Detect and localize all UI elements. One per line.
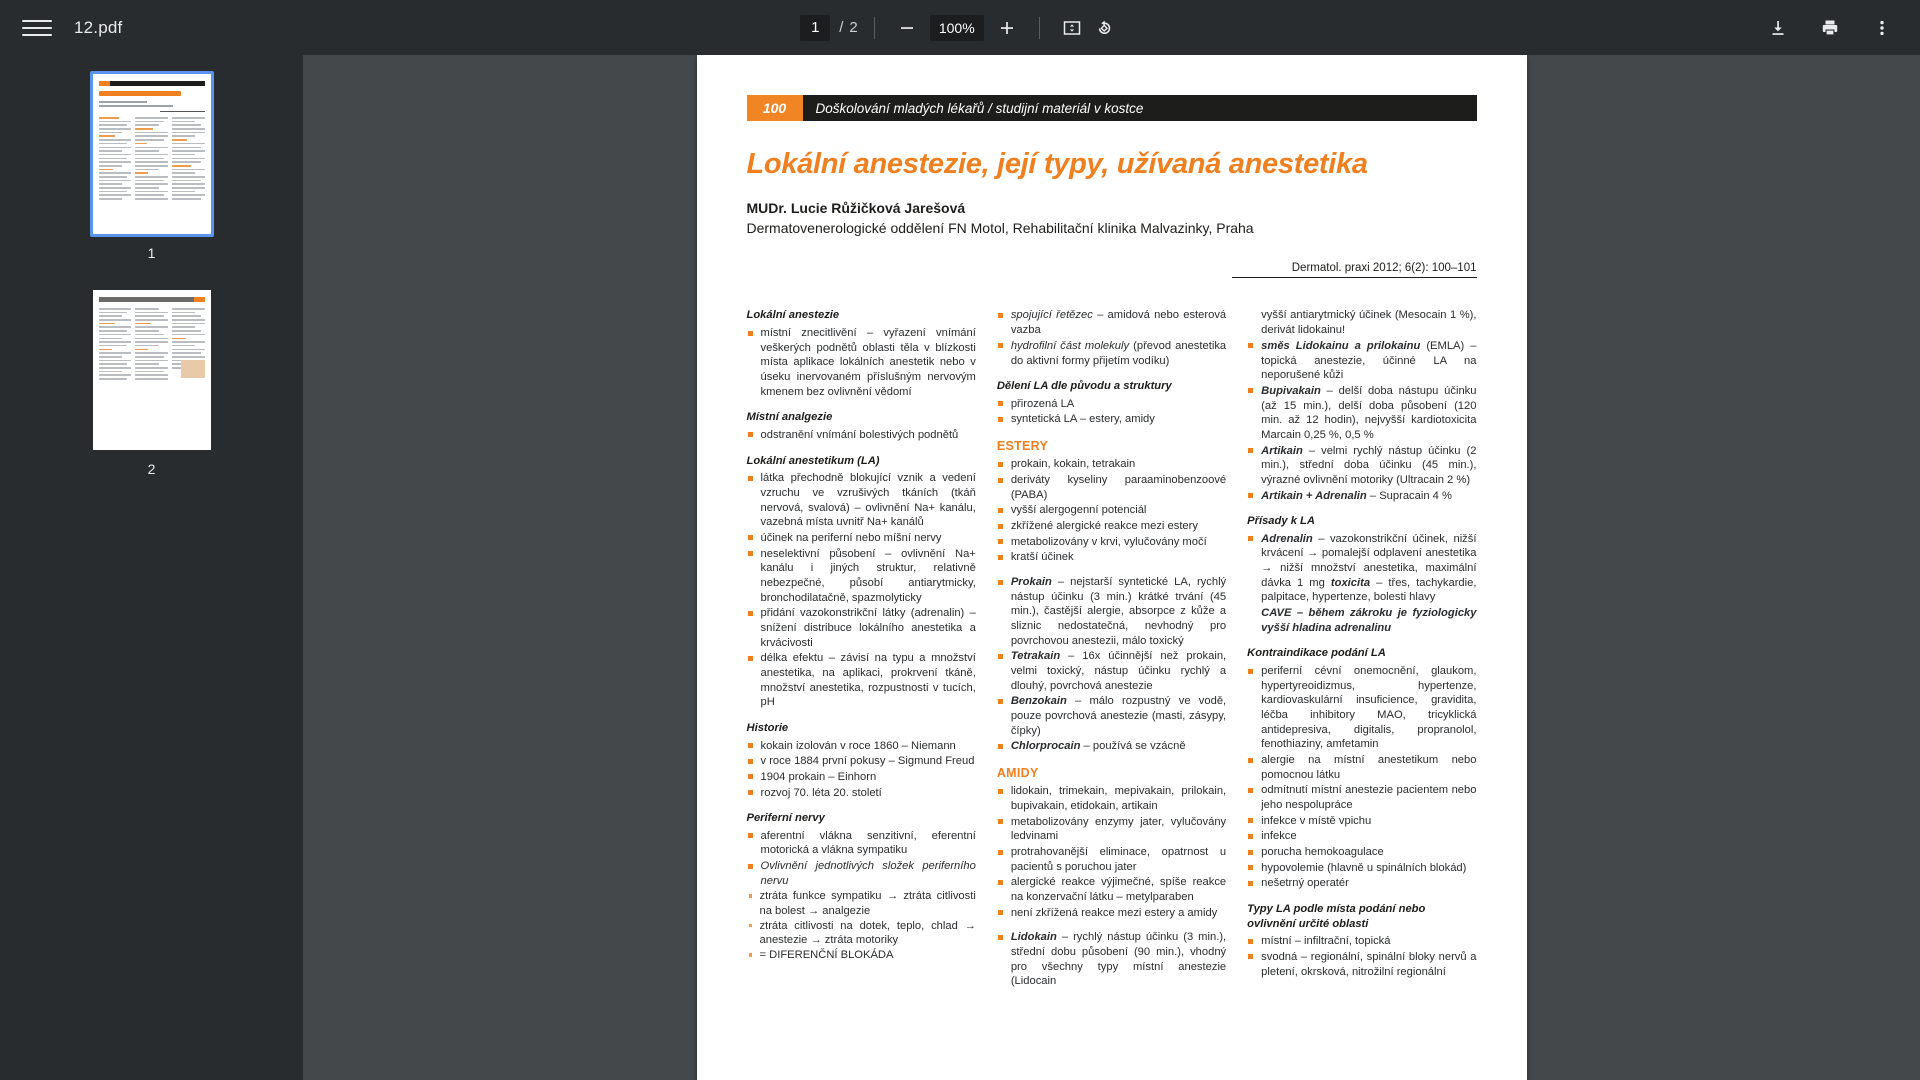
drug-description: – málo rozpustný ve vodě, pouze povrchová anestezie (masti, zásypy, čípky) bbox=[1010, 695, 1227, 737]
section-heading: Místní analgezie bbox=[746, 411, 833, 424]
drug-item bbox=[1247, 384, 1476, 443]
list-item: alergické reakce výjimečné, spíše reakce na konzervační látku – metylparaben bbox=[997, 875, 1226, 904]
term-description: (převod anestetika do aktivní formy přijetím vodíku) bbox=[1010, 339, 1227, 367]
toolbar-right-group bbox=[1762, 12, 1920, 44]
pdf-viewer[interactable] bbox=[303, 55, 1920, 1080]
bullet-list bbox=[997, 308, 1226, 368]
download-button[interactable] bbox=[1762, 12, 1794, 44]
list-item: látka přechodně blokující vznik a vedení vzruchu ve vzrušivých tkáních (tkáň nervová, svalová) – ovlivnění Na+ kanálu, vazebná místa uvnitř Na+ kanálů bbox=[747, 471, 976, 530]
divider bbox=[874, 17, 875, 39]
document-title: 12.pdf bbox=[74, 17, 123, 37]
thumbnail-item[interactable] bbox=[0, 71, 303, 287]
sub-list-item: ztráta citlivosti na dotek, teplo, chlad → anestezie → ztráta motoriky bbox=[747, 919, 976, 948]
drug-name: Artikain bbox=[1261, 444, 1303, 457]
section-heading: Typy LA podle místa podání nebo ovlivnění určité oblasti bbox=[1247, 903, 1426, 930]
list-item: kratší účinek bbox=[997, 550, 1226, 565]
list-item: zkřížené alergické reakce mezi estery bbox=[997, 519, 1226, 534]
article-columns bbox=[747, 308, 1477, 990]
menu-line bbox=[22, 34, 52, 36]
more-options-icon bbox=[1872, 18, 1892, 38]
zoom-in-button[interactable] bbox=[991, 12, 1023, 44]
page-separator: / bbox=[839, 19, 844, 36]
thumbnail-item[interactable] bbox=[0, 287, 303, 503]
mock-runhead bbox=[99, 297, 205, 302]
page-count: 2 bbox=[849, 19, 858, 36]
drug-description: – 16x účinnější než prokain, velmi toxický, nástup účinku rychlý a dlouhý, povrchová anestezie bbox=[1010, 650, 1227, 692]
bullet-list bbox=[997, 784, 1226, 920]
list-item: porucha hemokoagulace bbox=[1247, 845, 1476, 860]
contraindications-list bbox=[1247, 664, 1476, 891]
mock-affil bbox=[99, 105, 173, 107]
list-item: neselektivní působení – ovlivnění Na+ kanálu i jiných struktur, relativně nebezpečné, působí antiarytmicky, bronchodilatačně, spazmolyticky bbox=[747, 547, 976, 606]
mock-column bbox=[99, 308, 132, 382]
citation-block bbox=[747, 262, 1477, 279]
mock-column bbox=[135, 117, 168, 202]
list-item: nešetrný operatér bbox=[1247, 876, 1476, 891]
running-head-text: Doškolování mladých lékařů / studijní materiál v kostce bbox=[803, 95, 1477, 121]
mock-author-photo bbox=[181, 360, 205, 378]
list-item: místní znecitlivění – vyřazení vnímání veškerých podnětů oblasti těla v blízkosti místa aplikace lokálních anestetik nebo v úseku inervovaném příslušným nervovým kmenem bez ovlivnění vědomí bbox=[747, 326, 976, 399]
drug-item bbox=[997, 575, 1226, 648]
citation-rule bbox=[1232, 277, 1477, 279]
mock-title bbox=[99, 91, 182, 96]
article-column-2 bbox=[997, 308, 1226, 990]
list-item: přidání vazokonstrikční látky (adrenalin) – snížení distribuce lokálního anestetika a krvácivosti bbox=[747, 606, 976, 650]
list-item: místní – infiltrační, topická bbox=[1247, 934, 1476, 949]
bullet-list bbox=[747, 471, 976, 710]
mock-runhead bbox=[99, 81, 205, 86]
drug-item bbox=[1247, 444, 1476, 488]
bullet-list bbox=[1247, 308, 1476, 503]
list-item: účinek na periferní nebo míšní nervy bbox=[747, 531, 976, 546]
article-author: MUDr. Lucie Růžičková Jarešová bbox=[746, 199, 966, 216]
section-heading: Lokální anestezie bbox=[746, 309, 840, 322]
additives-list bbox=[1247, 532, 1476, 636]
drug-list bbox=[997, 575, 1226, 754]
drug-description: – delší doba nástupu účinku (až 15 min.), delší doba působení (120 min. až 12 hodin), nejvyšší kardiotoxicita Marcain 0,25 %, 0,5 % bbox=[1261, 384, 1477, 441]
drug-name: Artikain + Adrenalin bbox=[1261, 489, 1367, 502]
drug-description: – velmi rychlý nástup účinku (2 min.), střední doba účinku (45 min.), výrazné ovlivnění motoriky (Ultracain 2 %) bbox=[1261, 444, 1477, 486]
spacer bbox=[997, 921, 1226, 930]
list-item: lidokain, trimekain, mepivakain, prilokain, bupivakain, etidokain, artikain bbox=[997, 784, 1226, 813]
mock-columns bbox=[99, 117, 205, 202]
article-column-3 bbox=[1247, 308, 1476, 990]
zoom-out-button[interactable] bbox=[891, 12, 923, 44]
additive-item bbox=[1247, 532, 1476, 605]
bullet-list bbox=[747, 739, 976, 801]
emphasis-term: spojující řetězec bbox=[1010, 309, 1093, 322]
drug-name: Benzokain bbox=[1010, 695, 1067, 708]
thumbnail-mock-page-1 bbox=[93, 74, 211, 234]
list-item: alergie na místní anestetikum nebo pomocnou látku bbox=[1247, 753, 1476, 782]
list-item: syntetická LA – estery, amidy bbox=[997, 412, 1226, 427]
list-item: odstranění vnímání bolestivých podnětů bbox=[747, 428, 976, 443]
mock-author bbox=[99, 101, 148, 103]
running-head-page-number: 100 bbox=[747, 95, 803, 121]
list-item: deriváty kyseliny paraaminobenzoové (PABA) bbox=[997, 473, 1226, 502]
thumbnail-mock-page-2 bbox=[93, 290, 211, 450]
minus-icon bbox=[898, 19, 916, 37]
section-heading-amidy: AMIDY bbox=[996, 766, 1039, 781]
list-item: metabolizovány v krvi, vylučovány močí bbox=[997, 535, 1226, 550]
toolbar-center-group bbox=[0, 12, 1920, 44]
pdf-toolbar bbox=[0, 0, 1920, 55]
hamburger-menu-icon[interactable] bbox=[22, 13, 52, 43]
additive-description: – vazokonstrikční účinek, nižší krvácení → pomalejší odplavení anestetika → nižší množství anestetika, maximální dávka 1 mg bbox=[1261, 532, 1477, 589]
drug-item bbox=[997, 930, 1226, 989]
drug-name: směs Lidokainu a prilokainu bbox=[1261, 339, 1421, 352]
list-item: přirozená LA bbox=[997, 397, 1226, 412]
bullet-list bbox=[997, 457, 1226, 565]
toxicity-description: – třes, tachykardie, palpitace, hypertenze, bolesti hlavy bbox=[1261, 576, 1477, 604]
section-heading: Dělení LA dle původu a struktury bbox=[996, 380, 1172, 393]
additive-name: Adrenalin bbox=[1261, 532, 1313, 545]
emphasis-term: hydrofilní část molekuly bbox=[1010, 339, 1130, 352]
section-heading: Lokální anestetikum (LA) bbox=[746, 454, 880, 467]
continued-text: vyšší antiarytmický účinek (Mesocain 1 %), derivát lidokainu! bbox=[1261, 309, 1477, 337]
drug-item bbox=[997, 649, 1226, 693]
citation-text: Dermatol. praxi 2012; 6(2): 100–101 bbox=[1291, 261, 1477, 274]
list-item: hypovolemie (hlavně u spinálních blokád) bbox=[1247, 861, 1476, 876]
drug-description: – používá se vzácně bbox=[1080, 740, 1186, 753]
thumbnail-label: 2 bbox=[147, 461, 156, 477]
drug-name: Prokain bbox=[1010, 576, 1052, 589]
pdf-page-1 bbox=[697, 55, 1527, 1080]
drug-description: – rychlý nástup účinku (3 min.), střední dobu působení (90 min.), vhodný pro všechny typy místní anestezie (Lidocain bbox=[1010, 931, 1227, 988]
thumbnail-page-2[interactable] bbox=[90, 287, 214, 453]
mock-columns bbox=[99, 308, 205, 382]
list-item: infekce v místě vpichu bbox=[1247, 814, 1476, 829]
drug-list bbox=[997, 930, 1226, 989]
article-title: Lokální anestezie, její typy, užívaná anestetika bbox=[746, 148, 1368, 180]
drug-item bbox=[997, 694, 1226, 738]
download-icon bbox=[1767, 17, 1789, 39]
list-item: Ovlivnění jednotlivých složek periferního nervu bbox=[747, 859, 976, 888]
section-heading: Přísady k LA bbox=[1247, 515, 1315, 528]
section-heading: Kontraindikace podání LA bbox=[1247, 647, 1386, 660]
list-item: metabolizovány enzymy jater, vylučovány ledvinami bbox=[997, 815, 1226, 844]
section-heading: Historie bbox=[746, 721, 789, 734]
cave-warning: CAVE – během zákroku je fyziologicky vyšší hladina adrenalinu bbox=[1261, 607, 1477, 634]
article-affiliation: Dermatovenerologické oddělení FN Motol, Rehabilitační klinika Malvazinky, Praha bbox=[746, 219, 1254, 236]
drug-description: (EMLA) – topická anestezie, účinné LA na neporušené kůži bbox=[1261, 339, 1477, 382]
menu-line bbox=[22, 27, 52, 29]
list-item bbox=[997, 308, 1226, 337]
plus-icon bbox=[998, 19, 1016, 37]
mock-column bbox=[135, 308, 168, 382]
menu-line bbox=[22, 20, 52, 22]
print-button[interactable] bbox=[1814, 12, 1846, 44]
list-item: vyšší alergogenní potenciál bbox=[997, 503, 1226, 518]
drug-name: Lidokain bbox=[1010, 931, 1057, 944]
list-item bbox=[997, 339, 1226, 368]
list-item: svodná – regionální, spinální bloky nervů a pletení, okrsková, nitrožilní regionální bbox=[1247, 950, 1476, 979]
divider bbox=[1039, 17, 1040, 39]
thumbnail-label: 1 bbox=[147, 245, 156, 261]
list-item: rozvoj 70. léta 20. století bbox=[747, 786, 976, 801]
toxicity-term: toxicita bbox=[1330, 576, 1371, 589]
section-heading-estery: ESTERY bbox=[996, 439, 1049, 454]
list-item: aferentní vlákna senzitivní, eferentní motorická a vlákna sympatiku bbox=[747, 829, 976, 858]
bullet-list bbox=[747, 428, 976, 443]
drug-item bbox=[1247, 339, 1476, 383]
list-item: prokain, kokain, tetrakain bbox=[997, 457, 1226, 472]
drug-item bbox=[997, 739, 1226, 754]
sub-list-item: = DIFERENČNÍ BLOKÁDA bbox=[747, 948, 976, 963]
thumbnail-sidebar[interactable] bbox=[0, 55, 303, 1080]
list-item: v roce 1884 první pokusy – Sigmund Freud bbox=[747, 754, 976, 769]
fit-to-page-icon bbox=[1062, 18, 1082, 38]
bullet-list bbox=[747, 326, 976, 399]
mock-column bbox=[99, 117, 132, 202]
drug-name: Tetrakain bbox=[1010, 650, 1061, 663]
drug-name: Chlorprocain bbox=[1010, 740, 1081, 753]
toolbar-left-group bbox=[0, 13, 122, 43]
types-list bbox=[1247, 934, 1476, 979]
mock-column bbox=[172, 117, 205, 202]
list-item: infekce bbox=[1247, 829, 1476, 844]
thumbnail-page-1[interactable] bbox=[90, 71, 214, 237]
drug-description: – Supracain 4 % bbox=[1366, 489, 1452, 502]
rotate-counterclockwise-icon bbox=[1094, 18, 1114, 38]
zoom-level-display[interactable]: 100% bbox=[930, 15, 984, 41]
section-heading: Periferní nervy bbox=[746, 812, 825, 825]
thumbnail-image-page-2 bbox=[93, 290, 211, 450]
page-number-input[interactable] bbox=[800, 15, 830, 41]
list-item: kokain izolován v roce 1860 – Niemann bbox=[747, 739, 976, 754]
running-head bbox=[747, 95, 1477, 121]
list-item: protrahovanější eliminace, opatrnost u pacientů s poruchou jater bbox=[997, 845, 1226, 874]
print-icon bbox=[1819, 17, 1841, 39]
article-column-1 bbox=[747, 308, 976, 990]
list-item: není zkřížená reakce mezi estery a amidy bbox=[997, 906, 1226, 921]
fit-to-page-button[interactable] bbox=[1056, 12, 1088, 44]
thumbnail-image-page-1 bbox=[93, 74, 211, 234]
term-description: – amidová nebo esterová vazba bbox=[1010, 309, 1227, 337]
sub-bullet-list bbox=[747, 889, 976, 962]
list-item: odmítnutí místní anestezie pacientem nebo jeho nespolupráce bbox=[1247, 783, 1476, 812]
bullet-list bbox=[997, 397, 1226, 427]
list-item: délka efektu – závisí na typu a množství anestetika, na aplikaci, prokrvení tkáně, množství anestetika, rozpustnosti v tucích, pH bbox=[747, 651, 976, 710]
drug-item bbox=[1247, 489, 1476, 504]
more-options-button[interactable] bbox=[1866, 12, 1898, 44]
sub-list-item: ztráta funkce sympatiku → ztráta citlivosti na bolest → analgezie bbox=[747, 889, 976, 918]
drug-name: Bupivakain bbox=[1261, 384, 1321, 397]
spacer bbox=[997, 566, 1226, 575]
list-item: 1904 prokain – Einhorn bbox=[747, 770, 976, 785]
mock-citation bbox=[160, 111, 205, 112]
bullet-list bbox=[747, 829, 976, 889]
list-item: periferní cévní onemocnění, glaukom, hypertyreoidizmus, hypertenze, kardiovaskulární insuficience, gravidita, léčba inhibitory MAO, tricyklická antidepresiva, digitalis, propranolol, fenothiaziny, amfetamin bbox=[1247, 664, 1476, 752]
drug-description: – nejstarší syntetické LA, rychlý nástup účinku (3 min.) krátké trvání (45 min.), častější alergie, absorpce z kůže a sliznic nedostatečná, nevhodný pro povrchovou anestezii, málo toxický bbox=[1010, 576, 1227, 647]
rotate-button[interactable] bbox=[1088, 12, 1120, 44]
mock-column bbox=[172, 308, 205, 382]
